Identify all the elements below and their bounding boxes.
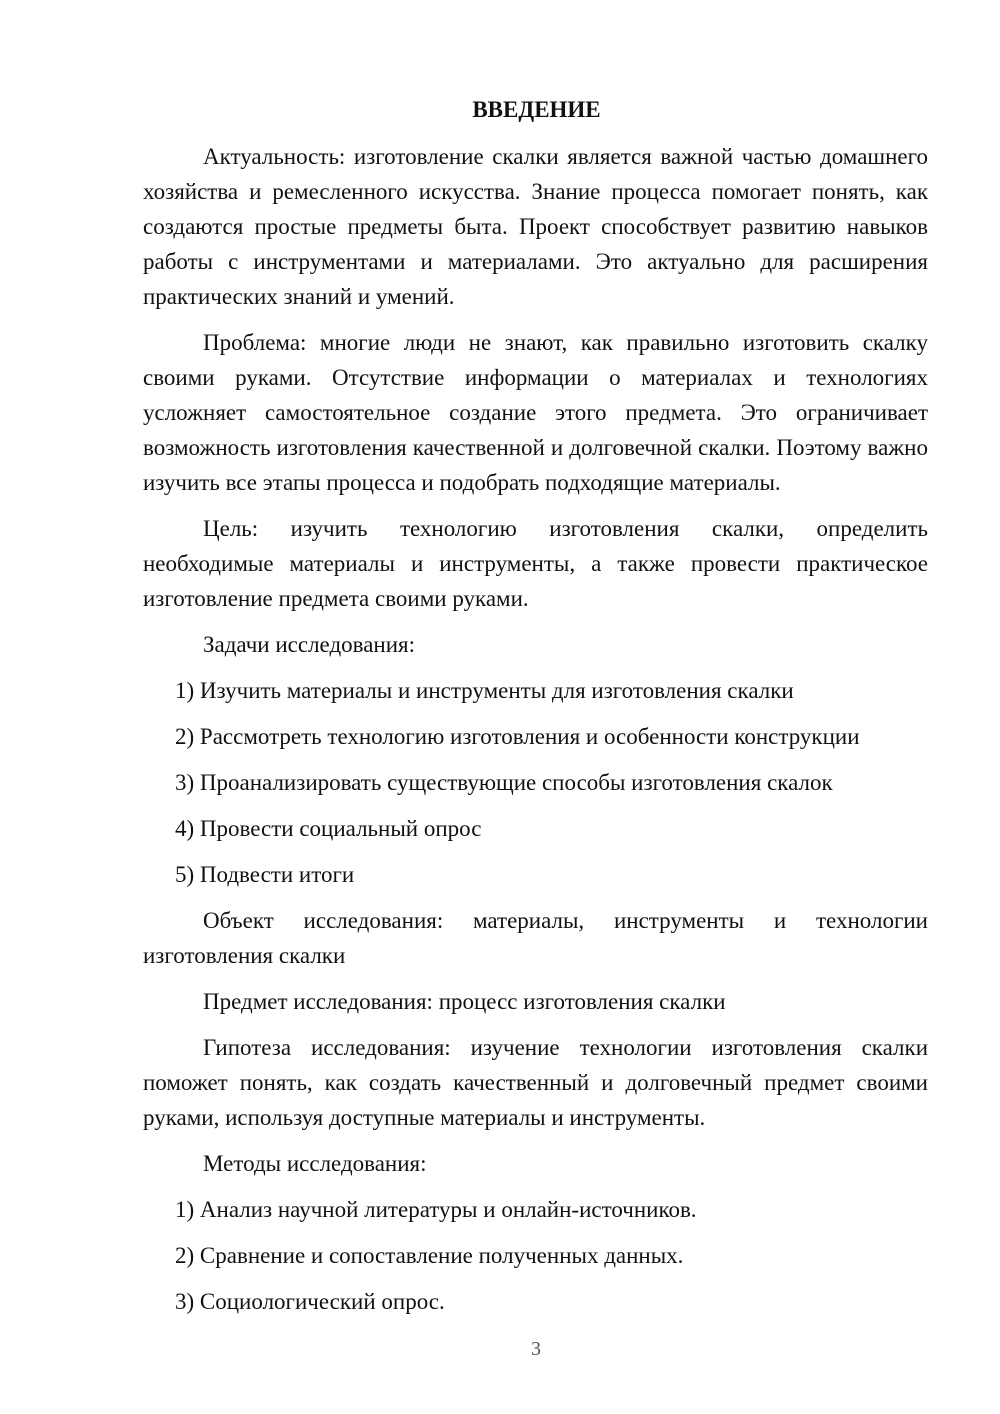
list-item: 4) Провести социальный опрос [175, 816, 482, 841]
object-paragraph: Объект исследования: материалы, инструменты и технологии изготовления скалки [143, 908, 928, 968]
relevance-paragraph: Актуальность: изготовление скалки является важной частью домашнего хозяйства и ремесленного искусства. Знание процесса помогает понять, как создаются простые предметы быта. Проект способствует развитию навыков работы с инструментами и материалами. Это актуально для расширения практических знаний и умений. [143, 144, 928, 309]
hypothesis-paragraph: Гипотеза исследования: изучение технологии изготовления скалки поможет понять, как создать качественный и долговечный предмет своими руками, используя доступные материалы и инструменты. [143, 1035, 928, 1130]
subject-paragraph: Предмет исследования: процесс изготовления скалки [203, 989, 726, 1014]
section-title: ВВЕДЕНИЕ [472, 97, 601, 122]
methods-heading: Методы исследования: [203, 1151, 427, 1176]
list-item: 3) Социологический опрос. [175, 1289, 445, 1314]
list-item: 2) Сравнение и сопоставление полученных данных. [175, 1243, 684, 1268]
methods-list [143, 1192, 928, 1319]
list-item: 1) Анализ научной литературы и онлайн-источников. [175, 1197, 697, 1222]
list-item: 2) Рассмотреть технологию изготовления и особенности конструкции [175, 724, 860, 749]
list-item: 5) Подвести итоги [175, 862, 355, 887]
tasks-heading: Задачи исследования: [203, 632, 416, 657]
problem-paragraph: Проблема: многие люди не знают, как правильно изготовить скалку своими руками. Отсутствие информации о материалах и технологиях усложняет самостоятельное создание этого предмета. Это ограничивает возможность изготовления качественной и долговечной скалки. Поэтому важно изучить все этапы процесса и подобрать подходящие материалы. [143, 330, 928, 495]
page-content [143, 92, 928, 1330]
goal-paragraph: Цель: изучить технологию изготовления скалки, определить необходимые материалы и инструменты, а также провести практическое изготовление предмета своими руками. [143, 516, 928, 611]
tasks-list [143, 673, 928, 892]
page-number: 3 [531, 1338, 541, 1360]
list-item: 1) Изучить материалы и инструменты для изготовления скалки [175, 678, 794, 703]
list-item: 3) Проанализировать существующие способы изготовления скалок [175, 770, 833, 795]
